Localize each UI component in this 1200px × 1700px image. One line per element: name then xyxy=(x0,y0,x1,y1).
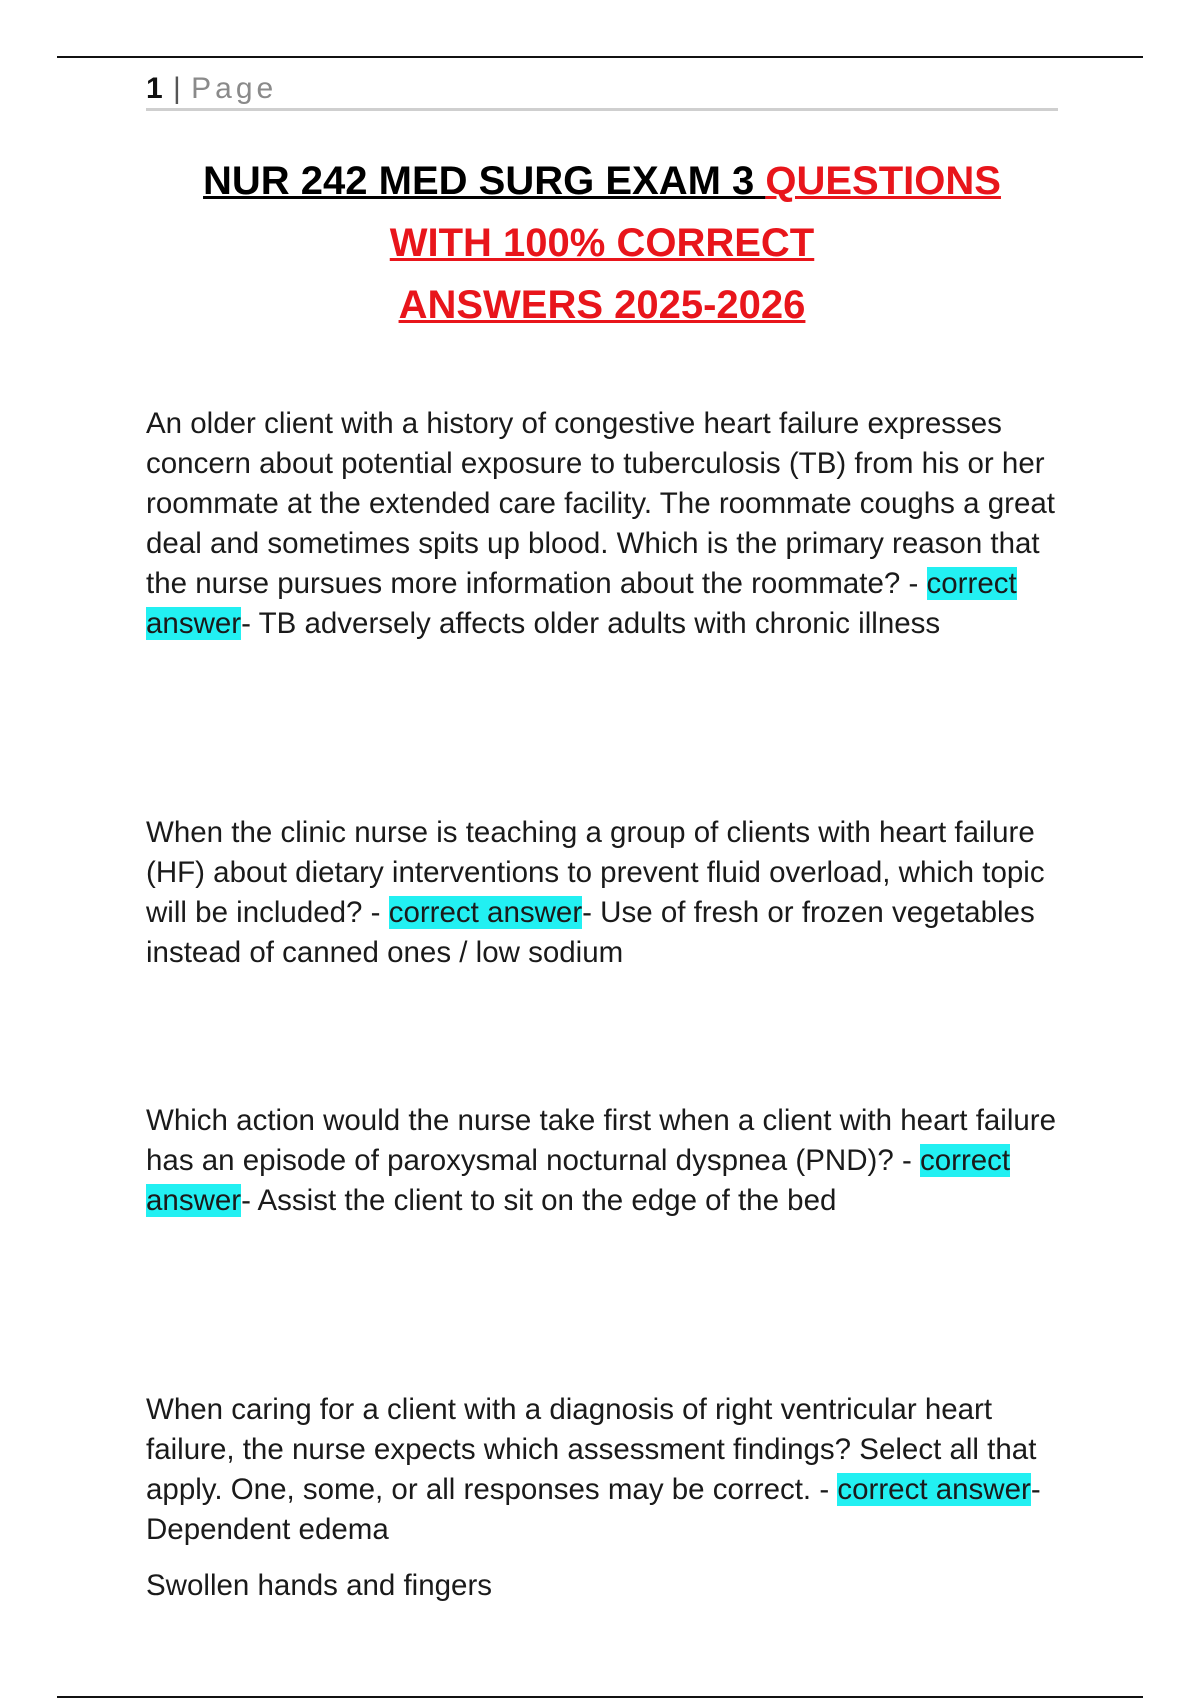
question-text: When caring for a client with a diagnosis of right ventricular heart failure, the nurse expects which assessment findings? Select all that apply. One, some, or all responses may be correct. - xyxy=(146,1393,1037,1506)
question-block xyxy=(146,1390,1066,1606)
title-correct: WITH 100% CORRECT xyxy=(389,221,815,265)
answer-continuation: Swollen hands and fingers xyxy=(146,1569,493,1602)
document-title xyxy=(146,150,1058,336)
question-block xyxy=(146,404,1066,644)
page-label: Page xyxy=(191,72,278,105)
page-separator: | xyxy=(173,72,181,105)
answer-text: - Dependent edema xyxy=(146,1473,1041,1546)
page-header xyxy=(146,70,1058,111)
answer-label: correct answer xyxy=(388,896,583,929)
question-block xyxy=(146,813,1066,973)
answer-label: correct answer xyxy=(146,567,1017,640)
question-text: An older client with a history of congestive heart failure expresses concern about potential exposure to tuberculosis (TB) from his or her roommate at the extended care facility. The roommate coughs a great deal and sometimes spits up blood. Which is the primary reason that the nurse pursues more information about the roommate? - xyxy=(146,407,1055,600)
answer-text: - Use of fresh or frozen vegetables instead of canned ones / low sodium xyxy=(146,896,1035,969)
question-text: Which action would the nurse take first when a client with heart failure has an episode of paroxysmal nocturnal dyspnea (PND)? - xyxy=(146,1104,1057,1177)
answer-label: correct answer xyxy=(146,1144,1011,1217)
answer-text: - Assist the client to sit on the edge of the bed xyxy=(241,1184,837,1217)
top-rule xyxy=(57,56,1143,58)
answer-text: - TB adversely affects older adults with chronic illness xyxy=(241,607,941,640)
answer-label: correct answer xyxy=(837,1473,1031,1506)
question-block xyxy=(146,1101,1066,1221)
title-line-1 xyxy=(146,150,1058,212)
title-course: NUR 242 MED SURG EXAM 3 xyxy=(203,159,766,203)
page-number: 1 xyxy=(146,72,163,105)
title-line-2 xyxy=(146,212,1058,274)
bottom-rule xyxy=(57,1696,1143,1698)
title-questions: QUESTIONS xyxy=(765,159,1001,203)
title-answers-year: ANSWERS 2025-2026 xyxy=(398,283,806,327)
question-text: When the clinic nurse is teaching a group of clients with heart failure (HF) about dietary interventions to prevent fluid overload, which topic will be included? - xyxy=(146,816,1045,929)
title-line-3 xyxy=(146,274,1058,336)
